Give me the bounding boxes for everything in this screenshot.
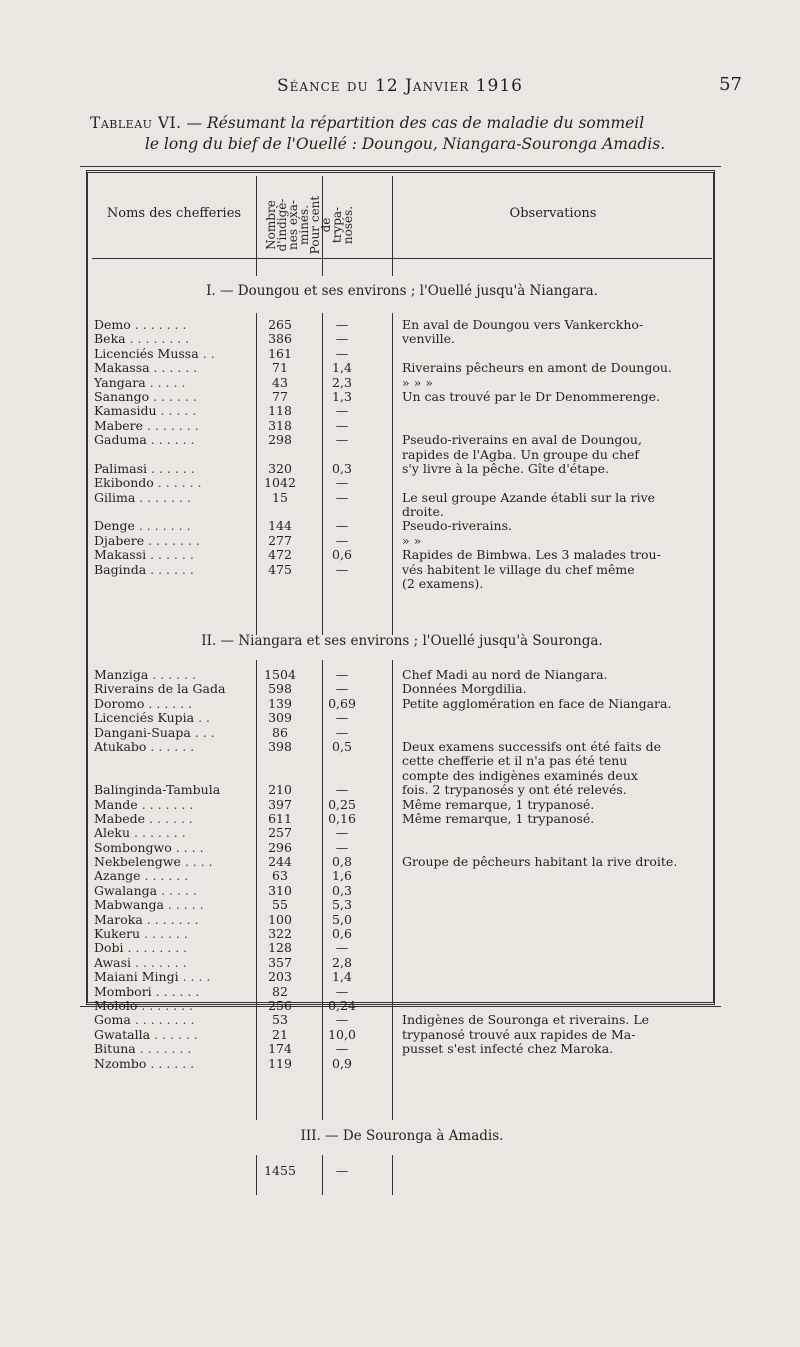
- trypanoses-pct: 2,3: [332, 374, 352, 390]
- table-row: [92, 390, 712, 404]
- table-row: [92, 999, 712, 1013]
- chefferie-name: Bituna: [94, 1042, 136, 1057]
- leader-dots: . . . . . .: [150, 562, 194, 577]
- observation: Chef Madi au nord de Niangara.: [402, 667, 608, 682]
- indigenes-count: 86: [272, 724, 288, 740]
- indigenes-count: 611: [268, 810, 292, 826]
- indigenes-count: 43: [272, 374, 288, 390]
- header-observations: Observations: [509, 206, 597, 221]
- table-row: [92, 491, 712, 505]
- trypanoses-pct: —: [335, 1012, 349, 1028]
- chefferie-name: Gilima: [94, 490, 136, 505]
- leader-dots: . . . . . . .: [139, 490, 191, 505]
- table-row: [92, 577, 712, 591]
- leader-dots: . . . . . .: [144, 869, 189, 884]
- table-row: [92, 318, 712, 332]
- table-row: [92, 534, 712, 548]
- chefferie-name: Mabwanga: [94, 898, 164, 913]
- indigenes-count: 1504: [264, 667, 296, 682]
- trypanoses-pct: —: [335, 782, 349, 798]
- indigenes-count: 118: [268, 403, 292, 419]
- trypanoses-pct: 0,69: [328, 695, 356, 711]
- indigenes-count: 475: [268, 561, 292, 577]
- indigenes-count: 128: [268, 940, 292, 956]
- observation: » » »: [402, 374, 433, 390]
- trypanoses-pct: —: [335, 489, 349, 505]
- leader-dots: . . . . . . .: [135, 955, 187, 970]
- table-row: [92, 1164, 712, 1178]
- indigenes-count: 320: [268, 460, 292, 476]
- table-row: [92, 376, 712, 390]
- chefferie-name: Demo: [94, 318, 131, 332]
- observation: Groupe de pêcheurs habitant la rive droite.: [402, 854, 678, 870]
- chefferie-name: Dobi: [94, 941, 124, 956]
- indigenes-count: 322: [268, 926, 292, 942]
- table-row: [92, 361, 712, 375]
- indigenes-count: 318: [268, 417, 292, 433]
- chefferie-name: Nzombo: [94, 1056, 147, 1071]
- indigenes-count: 1455: [264, 1163, 296, 1179]
- trypanoses-pct: —: [335, 331, 349, 347]
- leader-dots: . . . . . . . .: [134, 1013, 195, 1028]
- chefferie-name: Yangara: [94, 375, 146, 390]
- chefferie-name: Kamasidu: [94, 404, 157, 419]
- chefferie-name: Beka: [94, 332, 126, 347]
- observation: » »: [402, 532, 422, 548]
- chefferie-name: Mombori: [94, 984, 152, 999]
- indigenes-count: 77: [272, 388, 288, 404]
- trypanoses-pct: 0,25: [328, 796, 356, 812]
- frame-rule-top: [80, 166, 721, 167]
- leader-dots: . . . . . .: [154, 1027, 198, 1042]
- table-row: [92, 985, 712, 999]
- trypanoses-pct: 0,16: [328, 810, 356, 826]
- indigenes-count: 309: [268, 710, 292, 726]
- trypanoses-pct: 0,5: [332, 738, 352, 754]
- chefferie-name: Doromo: [94, 696, 145, 711]
- chefferie-name: Aleku: [94, 826, 131, 841]
- indigenes-count: 53: [272, 1012, 288, 1028]
- indigenes-count: 244: [268, 854, 292, 870]
- chefferie-name: Atukabo: [94, 739, 147, 754]
- leader-dots: . . . . . . .: [141, 797, 194, 812]
- table-row: [92, 697, 712, 711]
- chefferie-name: Awasi: [94, 955, 132, 970]
- chefferie-name: Maroka: [94, 912, 143, 927]
- indigenes-count: 296: [268, 839, 292, 855]
- trypanoses-pct: 0,9: [332, 1055, 352, 1071]
- trypanoses-pct: —: [335, 710, 349, 726]
- chefferie-name: Manziga: [94, 668, 149, 682]
- table-row: [92, 668, 712, 682]
- table-row: [92, 783, 712, 797]
- trypanoses-pct: —: [335, 724, 349, 740]
- indigenes-count: 210: [268, 782, 292, 798]
- table-row: [92, 711, 712, 725]
- observation: rapides de l'Agba. Un groupe du chef: [402, 446, 640, 462]
- trypanoses-pct: —: [335, 1163, 349, 1179]
- indigenes-count: 398: [268, 738, 292, 754]
- leader-dots: . . . . . .: [151, 461, 195, 476]
- leader-dots: . . . . . .: [150, 739, 195, 754]
- leader-dots: . .: [198, 711, 211, 726]
- leader-dots: . . . . . .: [150, 1056, 195, 1071]
- leader-dots: . . . . .: [160, 404, 197, 419]
- observation: Pseudo-riverains.: [402, 518, 512, 534]
- table-row: [92, 476, 712, 490]
- trypanoses-pct: —: [335, 561, 349, 577]
- indigenes-count: 139: [268, 695, 292, 711]
- leader-dots: . . . . . .: [150, 433, 195, 448]
- leader-dots: . . . . . .: [150, 548, 194, 563]
- trypanoses-pct: —: [335, 403, 349, 419]
- section-title: II. — Niangara et ses environs ; l'Ouellé jusqu'à Souronga.: [201, 633, 603, 649]
- table-row: [92, 404, 712, 418]
- table-row: [92, 826, 712, 840]
- trypanoses-pct: —: [335, 345, 349, 361]
- chefferie-name: Gaduma: [94, 433, 147, 448]
- chefferie-name: Palimasi: [94, 461, 148, 476]
- trypanoses-pct: 1,4: [332, 360, 352, 376]
- chefferie-name: Maiani Mingi: [94, 970, 179, 985]
- table-row: [92, 462, 712, 476]
- indigenes-count: 277: [268, 532, 292, 548]
- table-row: [92, 841, 712, 855]
- chefferie-name: Sanango: [94, 389, 150, 404]
- trypanoses-pct: 0,3: [332, 882, 352, 898]
- indigenes-count: 63: [272, 868, 288, 884]
- leader-dots: . . . . . . .: [148, 533, 200, 548]
- table-row: [92, 769, 712, 783]
- indigenes-count: 1042: [264, 475, 296, 491]
- leader-dots: . . . . . .: [148, 696, 193, 711]
- indigenes-count: 256: [268, 997, 292, 1013]
- observation: Rapides de Bimbwa. Les 3 malades trou-: [402, 547, 661, 563]
- observation: Petite agglomération en face de Niangara.: [402, 695, 672, 711]
- trypanoses-pct: —: [335, 317, 349, 332]
- leader-dots: . . . . . . .: [147, 418, 199, 433]
- leader-dots: . . . . . . . .: [127, 941, 188, 956]
- chefferie-name: Mololo: [94, 998, 138, 1013]
- observation: s'y livre à la pêche. Gîte d'étape.: [402, 460, 609, 476]
- chefferie-name: Nekbelengwe: [94, 855, 181, 870]
- chefferie-name: Mabere: [94, 418, 144, 433]
- indigenes-count: 100: [268, 911, 292, 927]
- table-caption: [90, 113, 720, 155]
- observation: Le seul groupe Azande établi sur la rive: [402, 489, 656, 505]
- trypanoses-pct: —: [335, 940, 349, 956]
- column-separator: [256, 176, 257, 276]
- chefferie-name: Riverains de la Gada: [94, 682, 226, 697]
- table-row: [92, 884, 712, 898]
- indigenes-count: 55: [272, 897, 288, 913]
- observation: fois. 2 trypanosés y ont été relevés.: [402, 782, 627, 798]
- leader-dots: . . . . .: [149, 375, 186, 390]
- chefferie-name: Licenciés Kupia: [94, 711, 195, 726]
- page-number: 57: [719, 74, 742, 95]
- observation: venville.: [402, 331, 455, 347]
- leader-dots: . . . . . .: [155, 984, 200, 999]
- observation: Même remarque, 1 trypanosé.: [402, 810, 595, 826]
- table-row: [92, 927, 712, 941]
- table-row: [92, 740, 712, 754]
- section-rows: [92, 318, 712, 591]
- section-title: I. — Doungou et ses environs ; l'Ouellé jusqu'à Niangara.: [206, 283, 598, 299]
- table-row: [92, 869, 712, 883]
- chefferie-name: Licenciés Mussa: [94, 346, 199, 361]
- indigenes-count: 265: [268, 317, 292, 332]
- leader-dots: . . . . . . .: [134, 826, 186, 841]
- leader-dots: . . . . . . .: [139, 1042, 192, 1057]
- indigenes-count: 397: [268, 796, 292, 812]
- observation: vés habitent le village du chef même: [402, 561, 635, 577]
- indigenes-count: 598: [268, 681, 292, 697]
- trypanoses-pct: 1,3: [332, 388, 352, 404]
- table-row: [92, 798, 712, 812]
- chefferie-name: Dangani-Suapa: [94, 725, 191, 740]
- leader-dots: . . . . .: [161, 883, 197, 898]
- leader-dots: . . .: [194, 725, 215, 740]
- trypanoses-pct: 5,0: [332, 911, 352, 927]
- section-title: III. — De Souronga à Amadis.: [300, 1128, 504, 1144]
- trypanoses-pct: —: [335, 532, 349, 548]
- observation: pusset s'est infecté chez Maroka.: [402, 1041, 614, 1057]
- observation: (2 examens).: [402, 576, 484, 592]
- indigenes-count: 119: [268, 1055, 292, 1071]
- table-row: [92, 548, 712, 562]
- trypanoses-pct: —: [335, 417, 349, 433]
- trypanoses-pct: 5,3: [332, 897, 352, 913]
- header-rule: [92, 258, 712, 259]
- table-row: [92, 433, 712, 447]
- table-row: [92, 519, 712, 533]
- trypanoses-pct: —: [335, 432, 349, 448]
- observation: Deux examens successifs ont été faits de: [402, 738, 662, 754]
- indigenes-count: 174: [268, 1041, 292, 1057]
- observation: trypanosé trouvé aux rapides de Ma-: [402, 1026, 636, 1042]
- caption-title-line2: le long du bief de l'Ouellé : Doungou, Niangara-Souronga Amadis.: [144, 135, 666, 153]
- leader-dots: . . . . .: [167, 898, 204, 913]
- table-row: [92, 505, 712, 519]
- indigenes-count: 161: [268, 345, 292, 361]
- indigenes-count: 15: [272, 489, 288, 505]
- indigenes-count: 144: [268, 518, 292, 534]
- table-row: [92, 855, 712, 869]
- observation: En aval de Doungou vers Vankerckho-: [402, 317, 644, 332]
- leader-dots: . . . . . .: [152, 668, 197, 682]
- leader-dots: . . . . . .: [149, 811, 193, 826]
- observation: cette chefferie et il n'a pas été tenu: [402, 753, 628, 769]
- trypanoses-pct: 0,6: [332, 926, 352, 942]
- chefferie-name: Mande: [94, 797, 138, 812]
- header-indigenes: Nombre d'indigè- nes exa- minés.: [264, 198, 311, 252]
- leader-dots: . . . . . .: [153, 361, 198, 376]
- trypanoses-pct: 0,8: [332, 854, 352, 870]
- leader-dots: . . . . . .: [144, 927, 188, 942]
- observation: compte des indigènes examinés deux: [402, 767, 638, 783]
- header-pourcent: Pour cent de trypa- nosés.: [308, 195, 355, 255]
- leader-dots: . . . . . . .: [146, 912, 199, 927]
- indigenes-count: 21: [272, 1026, 288, 1042]
- table-row: [92, 1013, 712, 1027]
- chefferie-name: Goma: [94, 1013, 131, 1028]
- observation: Même remarque, 1 trypanosé.: [402, 796, 595, 812]
- table-row: [92, 347, 712, 361]
- section-rows: [92, 1150, 712, 1179]
- indigenes-count: 386: [268, 331, 292, 347]
- trypanoses-pct: —: [335, 825, 349, 841]
- leader-dots: . . . .: [184, 855, 213, 870]
- observation: Un cas trouvé par le Dr Denommerenge.: [402, 388, 661, 404]
- chefferie-name: Baginda: [94, 562, 147, 577]
- trypanoses-pct: 0,6: [332, 547, 352, 563]
- table-row: [92, 1028, 712, 1042]
- leader-dots: . . . .: [182, 970, 211, 985]
- trypanoses-pct: —: [335, 839, 349, 855]
- indigenes-count: 71: [272, 360, 288, 376]
- table-row: [92, 812, 712, 826]
- table-row: [92, 970, 712, 984]
- chefferie-name: Gwalanga: [94, 883, 158, 898]
- caption-label: Tableau VI.: [90, 114, 182, 132]
- indigenes-count: 203: [268, 969, 292, 985]
- observation: droite.: [402, 504, 444, 520]
- indigenes-count: 82: [272, 983, 288, 999]
- table-row: [92, 1042, 712, 1056]
- caption-title-line1: Résumant la répartition des cas de maladie du sommeil: [206, 114, 645, 132]
- chefferie-name: Makassa: [94, 361, 150, 376]
- table-row: [92, 754, 712, 768]
- table-row: [92, 898, 712, 912]
- chefferie-name: Kukeru: [94, 927, 141, 942]
- leader-dots: . . . . . . .: [134, 318, 187, 332]
- section-rows: [92, 668, 712, 1071]
- observation: Pseudo-riverains en aval de Doungou,: [402, 432, 642, 448]
- trypanoses-pct: —: [335, 518, 349, 534]
- chefferie-name: Makassi: [94, 548, 147, 563]
- indigenes-count: 310: [268, 882, 292, 898]
- indigenes-count: 298: [268, 432, 292, 448]
- table-row: [92, 419, 712, 433]
- table-row: [92, 1057, 712, 1071]
- table-row: [92, 1150, 712, 1164]
- chefferie-name: Sombongwo: [94, 840, 172, 855]
- chefferie-name: Denge: [94, 519, 135, 534]
- trypanoses-pct: 0,3: [332, 460, 352, 476]
- leader-dots: . . . . . . .: [138, 519, 191, 534]
- chefferie-name: Azange: [94, 869, 141, 884]
- table-row: [92, 448, 712, 462]
- trypanoses-pct: —: [335, 667, 349, 682]
- chefferie-name: Gwatalla: [94, 1027, 151, 1042]
- observation: Données Morgdilia.: [402, 681, 527, 697]
- trypanoses-pct: —: [335, 1041, 349, 1057]
- trypanoses-pct: 1,6: [332, 868, 352, 884]
- leader-dots: . .: [202, 346, 215, 361]
- leader-dots: . . . . . .: [153, 389, 197, 404]
- trypanoses-pct: —: [335, 983, 349, 999]
- chefferie-name: Balinginda-Tambula: [94, 783, 221, 798]
- caption-dash: —: [181, 114, 207, 132]
- table-row: [92, 682, 712, 696]
- table-row: [92, 563, 712, 577]
- indigenes-count: 257: [268, 825, 292, 841]
- leader-dots: . . . . . . . .: [129, 332, 190, 347]
- table-row: [92, 332, 712, 346]
- table-row: [92, 913, 712, 927]
- header-chefferies: Noms des chefferies: [106, 206, 242, 221]
- chefferie-name: Djabere: [94, 533, 145, 548]
- indigenes-count: 357: [268, 954, 292, 970]
- column-separator: [392, 176, 393, 276]
- table-row: [92, 726, 712, 740]
- trypanoses-pct: 2,8: [332, 954, 352, 970]
- observation: Indigènes de Souronga et riverains. Le: [402, 1012, 650, 1028]
- leader-dots: . . . . . .: [157, 476, 202, 491]
- table-row: [92, 941, 712, 955]
- trypanoses-pct: 0,24: [328, 997, 356, 1013]
- trypanoses-pct: —: [335, 475, 349, 491]
- chefferie-name: Ekibondo: [94, 476, 154, 491]
- trypanoses-pct: 10,0: [328, 1026, 356, 1042]
- trypanoses-pct: 1,4: [332, 969, 352, 985]
- chefferie-name: Mabede: [94, 811, 146, 826]
- indigenes-count: 472: [268, 547, 292, 563]
- leader-dots: . . . .: [175, 840, 204, 855]
- trypanoses-pct: —: [335, 681, 349, 697]
- table-row: [92, 956, 712, 970]
- leader-dots: . . . . . . .: [141, 998, 194, 1013]
- running-head: Séance du 12 Janvier 1916: [277, 76, 523, 96]
- observation: Riverains pêcheurs en amont de Doungou.: [402, 360, 672, 376]
